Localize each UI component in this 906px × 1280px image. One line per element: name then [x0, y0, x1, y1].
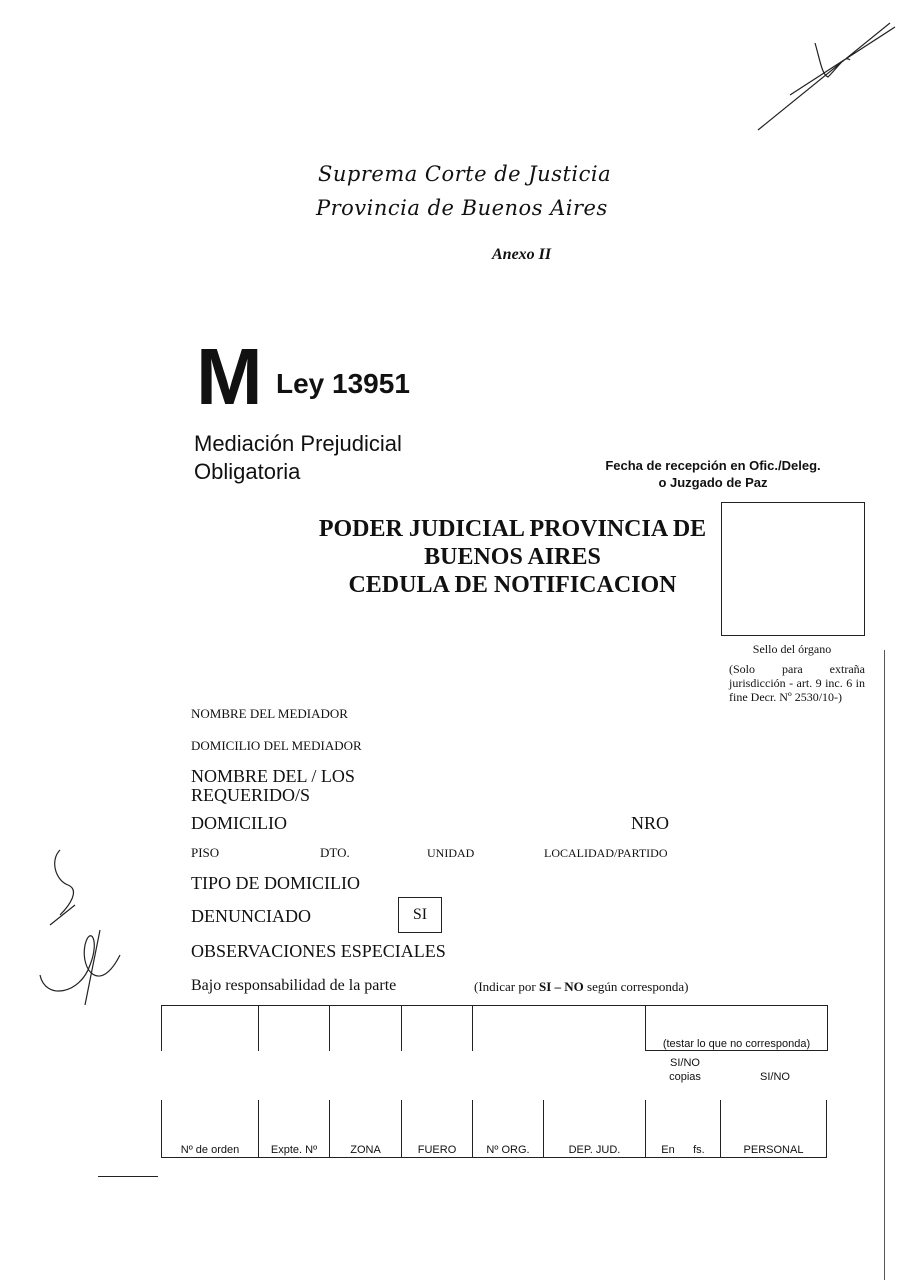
document-title-1: PODER JUDICIAL PROVINCIA DE: [318, 516, 707, 542]
apt-label: DTO.: [320, 845, 350, 860]
upper-col-1: [161, 1005, 162, 1051]
col-jurisdiction: FUERO: [417, 1144, 457, 1156]
indicate-note-prefix: (Indicar por: [474, 979, 539, 994]
upper-col-5: [472, 1005, 473, 1051]
document-title-2: BUENOS AIRES: [424, 544, 601, 570]
stamp-label: Sello del órgano: [752, 642, 832, 656]
col-order-number: Nº de orden: [180, 1144, 240, 1156]
reported-si-box[interactable]: SI: [398, 897, 442, 933]
upper-col-3: [329, 1005, 330, 1051]
indicate-note-suffix: según corresponda): [583, 979, 689, 994]
upper-col-4: [401, 1005, 402, 1051]
col-pages: En fs.: [661, 1144, 705, 1156]
personal-sino: SI/NO: [760, 1071, 790, 1083]
annex-label: Anexo II: [492, 246, 552, 263]
unit-label: UNIDAD: [427, 846, 475, 860]
col-zone: ZONA: [350, 1144, 381, 1156]
reception-date-label-1: Fecha de recepción en Ofic./Deleg.: [605, 458, 821, 473]
lower-table-bottom: [161, 1157, 827, 1158]
col-file-number: Expte. Nº: [270, 1144, 318, 1156]
address-type-label: TIPO DE DOMICILIO: [191, 873, 360, 893]
strike-note: (testar lo que no corresponda): [662, 1038, 811, 1050]
document-title-3: CEDULA DE NOTIFICACION: [348, 572, 677, 598]
respondent-name-label-1: NOMBRE DEL / LOS: [191, 766, 355, 786]
col-org-number: Nº ORG.: [486, 1144, 530, 1156]
stamp-note: (Solo para extraña jurisdicción - art. 9 inc. 6 in fine Decr. Nº 2530/10-): [729, 662, 865, 704]
mediator-name-label: NOMBRE DEL MEDIADOR: [191, 706, 348, 721]
stamp-box: [721, 502, 865, 636]
number-label: NRO: [631, 813, 670, 833]
upper-col-2: [258, 1005, 259, 1051]
letterhead-court: Suprema Corte de Justicia: [318, 162, 612, 186]
responsibility-label: Bajo responsabilidad de la parte: [191, 977, 397, 994]
floor-label: PISO: [191, 845, 220, 860]
law-number: Ley 13951: [276, 368, 410, 399]
indicate-note: [474, 979, 688, 995]
signature-top-right: [750, 15, 900, 135]
mediation-logo-letter: M: [196, 332, 263, 421]
upper-col-7: [827, 1005, 828, 1051]
locality-label: LOCALIDAD/PARTIDO: [544, 846, 668, 860]
right-edge-line: [884, 650, 885, 1280]
footer-stroke: [98, 1176, 158, 1177]
signature-left-margin: [30, 845, 130, 1010]
upper-table-top: [161, 1005, 828, 1006]
observations-label: OBSERVACIONES ESPECIALES: [191, 941, 446, 961]
address-label: DOMICILIO: [191, 813, 287, 833]
respondent-name-label-2: REQUERIDO/S: [191, 785, 311, 805]
copies-label: copias: [669, 1071, 701, 1083]
copies-sino: SI/NO: [670, 1057, 700, 1069]
program-line2: Obligatoria: [194, 459, 301, 484]
reception-date-label-2: o Juzgado de Paz: [658, 475, 768, 490]
lower-col-9: [826, 1100, 827, 1158]
reported-label: DENUNCIADO: [191, 906, 311, 926]
letterhead-province: Provincia de Buenos Aires: [316, 196, 608, 220]
col-judicial-dept: DEP. JUD.: [568, 1144, 621, 1156]
mediator-address-label: DOMICILIO DEL MEDIADOR: [191, 738, 362, 753]
program-line1: Mediación Prejudicial: [194, 431, 402, 456]
upper-strike-underline: [645, 1050, 828, 1051]
col-personal: PERSONAL: [743, 1144, 804, 1156]
indicate-note-bold: SI – NO: [538, 979, 584, 994]
